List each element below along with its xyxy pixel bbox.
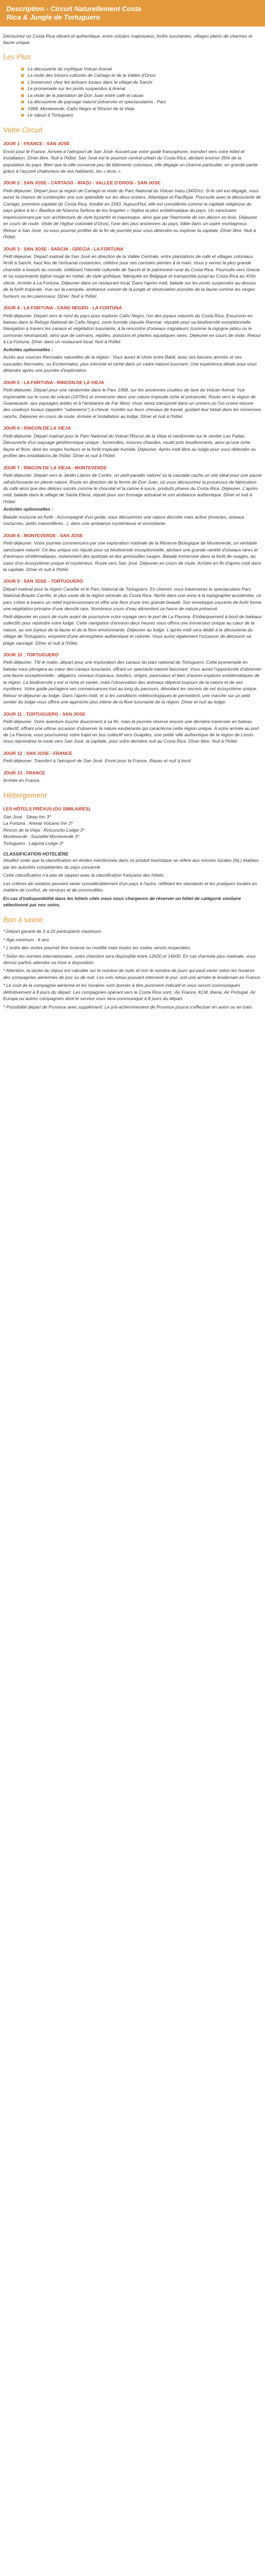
day-heading: JOUR 13 : FRANCE [3,770,46,776]
bon-savoir-item: * Possibilité départ de Province avec supplément. Le pré-acheminement de Province pourra s'effectuer en avion ou en train. [3,1004,253,1010]
day-heading: JOUR 10 : TORTUGUERO [3,652,59,657]
itinerary-day [3,379,262,420]
plus-item [21,66,262,72]
bullet-square-icon [21,101,24,103]
day-text: Activités optionnelles : [3,506,54,512]
plus-item [21,79,262,85]
plus-item [21,72,262,78]
day-text: Arrivée en France. [3,778,41,783]
hotel-item: La Fortuna : Arenal Volcano Inn 3* [3,821,73,826]
hotel-list [3,814,262,846]
itinerary-day [3,770,262,784]
plus-item-text: La découverte du mythique Volcan Arenal [28,66,112,72]
page [0,0,265,1018]
title-banner [0,0,265,26]
day-text: Envol pour le France. Arrivée à l'aéroport de San José. Accueil par votre guide francophone, transfert vers votre hôtel et installation. Dîner libre. Nuit à l'hôtel. San José est le poumon central urbain du Costa Rica, abritant environ 35% de la population du pays. Bien que la ville conserve peu de bâtiments coloniaux, elle dégage un charme particulier, en grande partie grâce à l'accueil chaleureux de ses habitants, les « ticos ». [3,148,258,174]
bullet-square-icon [21,94,24,97]
day-heading: JOUR 3 : SAN JOSE - SARCHI - GRECIA - LA FORTUNA [3,246,123,252]
itinerary-day [3,750,262,764]
intro-text: Découvrez un Costa Rica vibrant et authentique, entre volcans majestueux, forêts luxuriantes, villages pleins de charmes et faune unique. [3,33,253,45]
day-heading: JOUR 11 : TORTUGUERO - SAN JOSE [3,711,86,717]
itinerary-day [3,465,262,527]
day-heading: JOUR 7 : RINCON DE LA VIEJA - MONTEVERDE [3,465,107,470]
plus-item-text: La visite des trésors culturels de Cartago et de la Vallée d'Orosi [28,73,156,78]
itinerary-day [3,711,262,745]
day-heading: JOUR 2 : SAN JOSE - CARTAGO - IRAZU - VALLEE D'OROSI - SAN JOSE [3,180,161,186]
bullet-square-icon [21,114,24,117]
day-text: Balade nocturne en forêt : Accompagné d'un guide, vous découvrirez une nature discrète mais active (insectes, oiseaux nocturnes, petits mammifères...), dans une ambiance mystérieuse et envoûtante. [3,514,245,527]
plus-item-text: La visite de la plantation de Don Juan entre café et cacao [28,92,144,98]
day-heading: JOUR 8 : MONTEVERDE - SAN JOSE [3,532,83,538]
day-text: Petit-déjeuner. Départ matinal de San José en direction de la Vallée Centrale, entre plantations de café et villages coloniaux. Arrêt à Sarchi, haut lieu de l'artisanat costaricien, célèbre pour ses carrioles peintes à la main. Vous y verrez la plus grande charrette à boeufs du monde, célébrant l'identité culturelle de Sarchi et le patrimoine rural du Costa Rica. Poursuite vers Grecia et sa surprenante église rouge en métal, de style gothique, fabriquée en Belgique et transportée jusqu'au Costa Rica au XIXe siècle. Arrivée à La Fortuna. Déjeuner dans un restaurant local. Dans l'après-midi, balade sur les ponts suspendus au-dessus de la forêt tropicale. Vue sur la canopée, ambiance sonore de la jungle et observation possible de la faune comme les singes hurleurs ou les paresseux. Dîner. Nuit à l'hôtel. [3,253,260,299]
day-text: Petit-déjeuner. Votre aventure touche doucement à sa fin, mais la journée réserve encore une dernière traversée en bateau collectif, offrant une ultime occasion d'observer la nature exubérante qui caractérise cette région unique. A votre arrivée au port de La Pavona, vous poursuivrez votre trajet en bus collectif vers Guapiles, une petite ville authentique de la région de Limón. Vous reprendrez la route vers San José, la capitale, pour votre dernière nuit au Costa Rica. Dîner libre. Nuit à l'hôtel. [3,719,259,744]
banner-line-1: Description - Circuit Naturellement Costa [6,5,142,13]
itinerary-day [3,578,262,646]
bon-savoir-item: * Âge minimum : 6 ans [3,937,49,942]
bullet-square-icon [21,81,24,84]
bon-savoir-item: * Départ garanti de 3 à 20 participants maximum [3,929,101,934]
section-title-plus: Les Plus [3,53,31,61]
bon-savoir-item: * Le coût de la compagnie aérienne et les horaires sont donnés à titre purement indicatif et vous seront communiqués définitivement à 8 jours du départ. Les compagnies opérant vers le Costa Rica sont : Air France, KLM, Iberia, Air Portugal. Air Europa ou autres compagnies dont le service vous sera communiqué à 8 jours du départ. [3,983,256,1002]
hotels-heading: LES HÔTELS PRÉVUS (OU SIMILAIRES) [3,806,91,812]
banner-line-2: Rica & Jungle de Tortuguero [6,13,101,22]
hotel-item: Monteverde : Socialtel Monteverde 3* [3,834,80,840]
hotel-item: Tortuguero : Laguna Lodge 3* [3,840,64,846]
day-heading: JOUR 6 : RINCON DE LA VIEJA [3,425,71,431]
classification-paragraph: Veuillez noter que la classification en étoiles mentionnée dans ce produit touristique se réfère aux normes locales (NL) établies par les autorités compétentes du pays concerné. [3,858,259,870]
itinerary-day [3,425,262,459]
classification-heading: CLASSIFICATION HOTELIÈRE [3,851,69,857]
day-heading: JOUR 1 : FRANCE - SAN JOSE [3,141,70,147]
section-title-circuit: Votre Circuit [3,126,42,134]
itinerary-day [3,532,262,573]
day-text: Petit-déjeuner. Tôt le matin, départ pour une exploration des canaux du parc national de Tortuguero. Cette promenade en bateau vous plongera au cœur des canaux luxuriants, offrant un spectacle naturel fascinant. Vous aurez l'opportunité d'observer une faune exceptionnelle : alligators, oiseaux tropicaux, basilics, singes, paresseux et bien d'autres espèces emblématiques de la région. La biodiversité y est si riche et variée, mais l'observation des animaux dépend toujours de la nature et de ses mystères. Votre guide partagera ses connaissances tout au long du parcours, dévoilant les secrets de cet écosystème unique. Retour et déjeuner au lodge. Dans l'après-midi, et si les conditions météorologiques le permettent, une marche sur un petit sentier du lodge vous offrira une approche plus intime de la flore luxuriante de la région. Dîner et nuit au lodge. [3,659,261,705]
plus-item [21,112,262,118]
plus-item [21,92,262,99]
day-heading: JOUR 4 : LA FORTUNA - CANO NEGRO - LA FORTUNA [3,305,122,311]
classification-paragraph: Les critères de notation peuvent varier considérablement d'un pays à l'autre, reflétant les standards et les pratiques locales en matière de confort, de services et de commodités. [3,880,258,893]
day-heading: JOUR 5 : LA FORTUNA - RINCON DE LA VIEJA [3,379,104,385]
plus-item [21,99,262,105]
day-text: Petit-déjeuner. Départ vers le Jardin Llanos de Cortés, un petit paradis naturel où la cascade cache un site idéal pour une pause rafraîchissante en pleine nature. Route en direction de la ferme de Don Juan, où vous découvrirez la processus de fabrication du café ainsi que des délices sucrés comme le chocolat et la canne à sucre, produits phares du Costa Rica. Déjeuner. L'après-midi, balade dans le village de Santa Elena, réputé pour son fromage artisanal et son ambiance authentique. Dîner et nuit à l'hôtel. [3,473,262,504]
itinerary-day [3,140,262,174]
bullet-square-icon [21,108,24,110]
plus-item-text: Le promenade sur les ponts suspendus à Arenal [28,86,126,92]
plus-item-text: Le séjour à Tortuguero [28,112,74,118]
classification-paragraph: Cette classification n'a pas de rapport avec la classification française des hôtels. [3,872,165,878]
day-text: Accès aux sources thermales naturelles de la région : Vous aurez le choix entre Baldi, avec ses bassins animés et ses cascades thermales, ou Ecotermales, plus intimiste et niché dans un cadre naturel luxuriant. Une expérience idéale pour vous détendre après une journée d'exploration. [3,354,257,373]
itinerary-day [3,246,262,300]
section-title-bon-savoir: Bon à savoir [3,915,43,924]
bullet-square-icon [21,74,24,77]
plus-item [21,85,262,92]
day-text: Petit-déjeuner. Départ pour une randonnée dans le Parc 1968, sur les anciennes coulées de lave du Volcan Arenal. Vue imprenable sur le cone du volcan (1670m) et immersion dans une nature tropicale riche et préservée. Route vers la région de Guanacaste, aux paysages arides et à l'ambiance de Far West. Vous serez transporté dans un univers où l'on croise encore des cowboys locaux (appelés "sabaneros") à cheval, montés sur leurs chevaux de travail, guidant leur bétail dans les immenses ranchs. Déjeuner en cours de route. Arrivée et installation au lodge. Dîner et nuit à l'hôtel. [3,387,261,419]
day-text: Petit-déjeuner. Transfert à l'aéroport de San José. Envol pour la France. Repas et nuit à bord. [3,758,192,764]
bon-savoir-item: * Selon les normes internationales, votre chambre sera disponible entre 12h00 et 14h00. En cas d'arrivée plus matinale, vous devrez parfois attendre sa mise à disposition. [3,953,256,965]
hotel-item: Rincon de la Vieja : Rinconcito Lodge 3* [3,827,85,833]
day-text: Petit-déjeuner en cours de route avant de poursuivre votre voyage vers le port de La Pavona. Embarquement à bord de bateaux collectifs pour rejoindre votre lodge. Cette navigation d'environ deux heures vous offrira une immersion unique au cœur de la nature, au son joyeux de la faune et de la flore environnante. Déjeuner au lodge. L'après-midi sera dédié à la découverte du village de Tortuguero, empreint d'une atmosphère authentique et colorée. Vous aurez également l'occasion de découvrir sa plage sauvage. Dîner et nuit à l'hôtel. [3,613,262,646]
plus-list [3,66,262,119]
bullet-square-icon [21,68,24,70]
day-text: Petit-déjeuner. Départ matinal pour le Parc National du Volcan Rincon de la Vieja et randonnée sur le sentier Las Pailas. Découverte d'un paysage géothermique unique : fumerolles, sources chaudes, mudd pots bouillonnants, ainsi qu'une riche faune et flore, dont les singes hurleurs et la forêt tropicale humide. Déjeuner. Après-midi libre au lodge pour vous détendre ou profiter des installations de l'hôtel. Dîner et nuit à l'hôtel. [3,433,256,459]
itinerary-day [3,305,262,374]
day-text: Petit-déjeuner. Départ vers le nord du pays pour explorer Caño Negro, l'un des joyaux naturels du Costa Rica. Excursion en bateau dans le Refuge National de Caño Negro, zone humide classée Ramsar, réputée pour sa biodiversité exceptionnelle. Navigation à travers les canaux et végétation luxuriante, à la rencontre d'oiseaux migrateurs (comme la cigogne jabiru ou le cormoran néotropical), ainsi que de caïmans, reptiles, poissons et plantes aquatiques rares. Déjeuner en cours de visite. Retour à La Fortuna. Dîner dans un restaurant local. Nuit à l'hôtel. [3,313,261,345]
bon-savoir-list [3,928,262,1010]
itinerary-day [3,180,262,240]
classification-warning: En cas d'indisponibilité dans les hôtels cités nous nous chargeons de réserver un hôtel de catégorie similaire sélectionné par nos soins. [3,895,241,908]
hotel-item: San José : Sleep Inn 3* [3,814,51,819]
itinerary [3,140,262,784]
day-text: Départ matinal pour la région Caraïbe et le Parc National de Tortuguero. En chemin, vous traverserez le spectaculaire Parc National Braulio Carrillo, le plus vaste de la région centrale du Costa Rica. Niché dans une zone à la topographie accidentée, ce parc s'étire à travers un relief impressionnant et offre une flore d'une très grande beauté. Son enveloppe couverte de forêt forme une végétation primaire d'une densité rare. Nombreux cours d'eau alimentent ce havre de nature préservé. [3,586,262,612]
bon-savoir-item: * L'ordre des visites pourrait être inversé ou modifié mais toutes les visites seront respectées. [3,945,191,951]
plus-item-text: L'immersion chez les artisans locaux dans le village de Sarchi [28,79,153,85]
plus-item [21,105,262,112]
day-heading: JOUR 9 : SAN JOSE - TORTUGUERO [3,578,83,584]
day-text: Petit-déjeuner. Votre journée commencera par une exploration matinale de la Réserve Biologique de Monteverde, un véritable sanctuaire naturel. Ce lieu unique est réputé pour sa biodiversité exceptionnelle, abritant une grande variété d'oiseaux rares et d'animaux emblématiques, notamment des quetzals et des grenouilles rouges. Balade immersive dans la forêt de nuages, au cœur d'un écosystème unique et mystérieux. Route vers San José. Déjeuner en cours de route. Arrivée en fin d'après-midi dans la capitale. Dîner et nuit à l'hôtel. [3,540,261,572]
bullet-square-icon [21,87,24,90]
plus-item-text: 1968, Monteverde, Caño Negro et Rincon de la Vieja [28,105,135,111]
bon-savoir-item: * Attention, la durée du séjour est calculée sur le nombre de nuits et non le nombre de jours qui peut varier selon les horaires des compagnies aériennes de jour ou de nuit. Les vols retour pouvant intervenir le jour, soit une arrivée le lendemain en France. [3,968,261,980]
plus-item-text: La découverte de paysage naturel préservés et spectaculaires : Parc [28,99,166,105]
day-text: Activités optionnelles : [3,346,54,352]
itinerary-day [3,652,262,706]
day-heading: JOUR 12 : SAN JOSE - FRANCE [3,750,73,756]
day-text: Petit-déjeuner. Départ pour la région de Cartago et visite du Parc National du Volcan Irazu (3432m). Si le ciel est dégagé, vous aurez la chance de contempler une vue splendide sur les deux océans, Atlantique et Pacifique. Poursuite avec la découverte de Cartago, première capitale du Costa Rica, fondée en 1563. Aujourd'hui, elle est considérée comme la capitale religieuse du pays grâce à la « Basilica de Nuestra Señora de los Angeles » l'église la plus emblématique du pays. Un sanctuaire impressionnant par son architecture de style byzantin et mauresque, ainsi que par l'harmonie de ses décors en bois. Déjeuner en cours de route. Visite de l'église coloniale d'Orosi, l'une des plus anciennes du pays, bâtie dans un cadre montagneux. Retour à San José, où vous pourrez profiter de la fin de journée pour vous détendre ou explorer la capitale. Dîner libre. Nuit à l'hôtel. [3,188,261,240]
section-title-hebergement: Hébergement [3,791,47,799]
classification-text [3,857,262,893]
